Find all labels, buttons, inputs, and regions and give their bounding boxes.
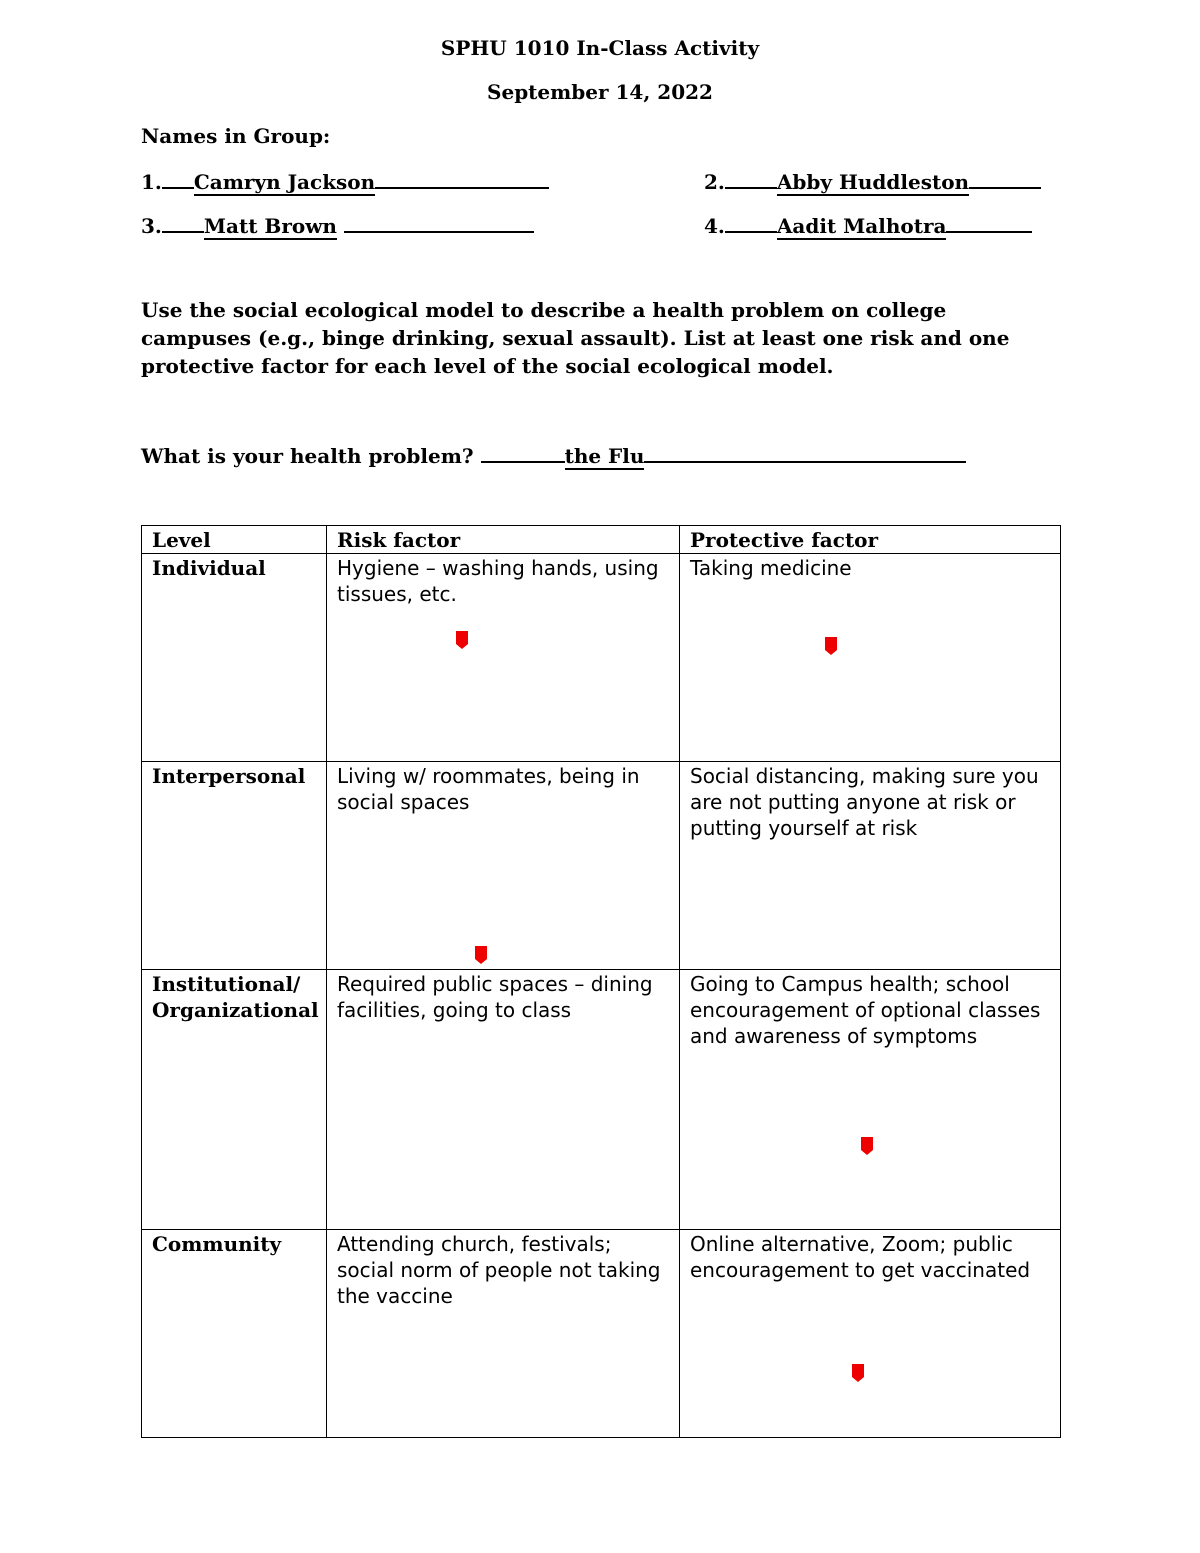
- table-row: [142, 970, 1061, 1230]
- annotation-marker-icon: [475, 946, 487, 964]
- member-number: 1.: [141, 170, 162, 194]
- question-label: What is your health problem?: [141, 444, 474, 468]
- member-name: Matt Brown: [203, 214, 337, 238]
- health-problem-question: [141, 442, 966, 470]
- group-member-2: [704, 168, 1041, 196]
- page-title: SPHU 1010 In-Class Activity: [440, 36, 760, 60]
- instructions: Use the social ecological model to describe a health problem on college campuses (e.g., binge drinking, sexual assault). List at least one risk and one protective factor for each level of the social ecological model.: [141, 298, 1010, 378]
- group-member-4: [704, 212, 1032, 240]
- member-number: 4.: [704, 214, 725, 238]
- level-cell: Individual: [142, 554, 327, 762]
- group-member-3: [141, 212, 534, 240]
- annotation-marker-icon: [852, 1364, 864, 1382]
- member-number: 2.: [704, 170, 725, 194]
- level-cell: Institutional/ Organizational: [142, 970, 327, 1230]
- page-date: September 14, 2022: [487, 80, 713, 104]
- header-level: Level: [142, 526, 327, 554]
- risk-cell: [327, 554, 680, 762]
- protective-text: Going to Campus health; school encouragement of optional classes and awareness of symptoms: [690, 972, 1041, 1048]
- header-protective-factor: Protective factor: [680, 526, 1061, 554]
- table-header-row: [142, 526, 1061, 554]
- annotation-marker-icon: [825, 637, 837, 655]
- risk-cell: Attending church, festivals; social norm of people not taking the vaccine: [327, 1230, 680, 1438]
- member-name: Abby Huddleston: [776, 170, 970, 194]
- protective-cell: [680, 970, 1061, 1230]
- table-row: [142, 554, 1061, 762]
- risk-text: Living w/ roommates, being in social spaces: [337, 764, 640, 814]
- level-cell: Interpersonal: [142, 762, 327, 970]
- level-cell: Community: [142, 1230, 327, 1438]
- risk-text: Hygiene – washing hands, using tissues, etc.: [337, 556, 659, 606]
- social-ecological-table: [141, 525, 1061, 1438]
- protective-text: Taking medicine: [690, 556, 852, 580]
- member-number: 3.: [141, 214, 162, 238]
- protective-cell: Social distancing, making sure you are not putting anyone at risk or putting yourself at risk: [680, 762, 1061, 970]
- protective-text: Online alternative, Zoom; public encouragement to get vaccinated: [690, 1232, 1031, 1282]
- header-risk-factor: Risk factor: [327, 526, 680, 554]
- group-member-1: [141, 168, 549, 196]
- member-name: Camryn Jackson: [193, 170, 376, 194]
- names-label: Names in Group:: [141, 124, 331, 148]
- protective-cell: [680, 554, 1061, 762]
- risk-cell: [327, 762, 680, 970]
- risk-cell: Required public spaces – dining facilities, going to class: [327, 970, 680, 1230]
- table-row: [142, 1230, 1061, 1438]
- health-problem-answer: the Flu: [564, 444, 645, 468]
- annotation-marker-icon: [456, 631, 468, 649]
- annotation-marker-icon: [861, 1137, 873, 1155]
- member-name: Aadit Malhotra: [776, 214, 947, 238]
- protective-cell: [680, 1230, 1061, 1438]
- table-row: [142, 762, 1061, 970]
